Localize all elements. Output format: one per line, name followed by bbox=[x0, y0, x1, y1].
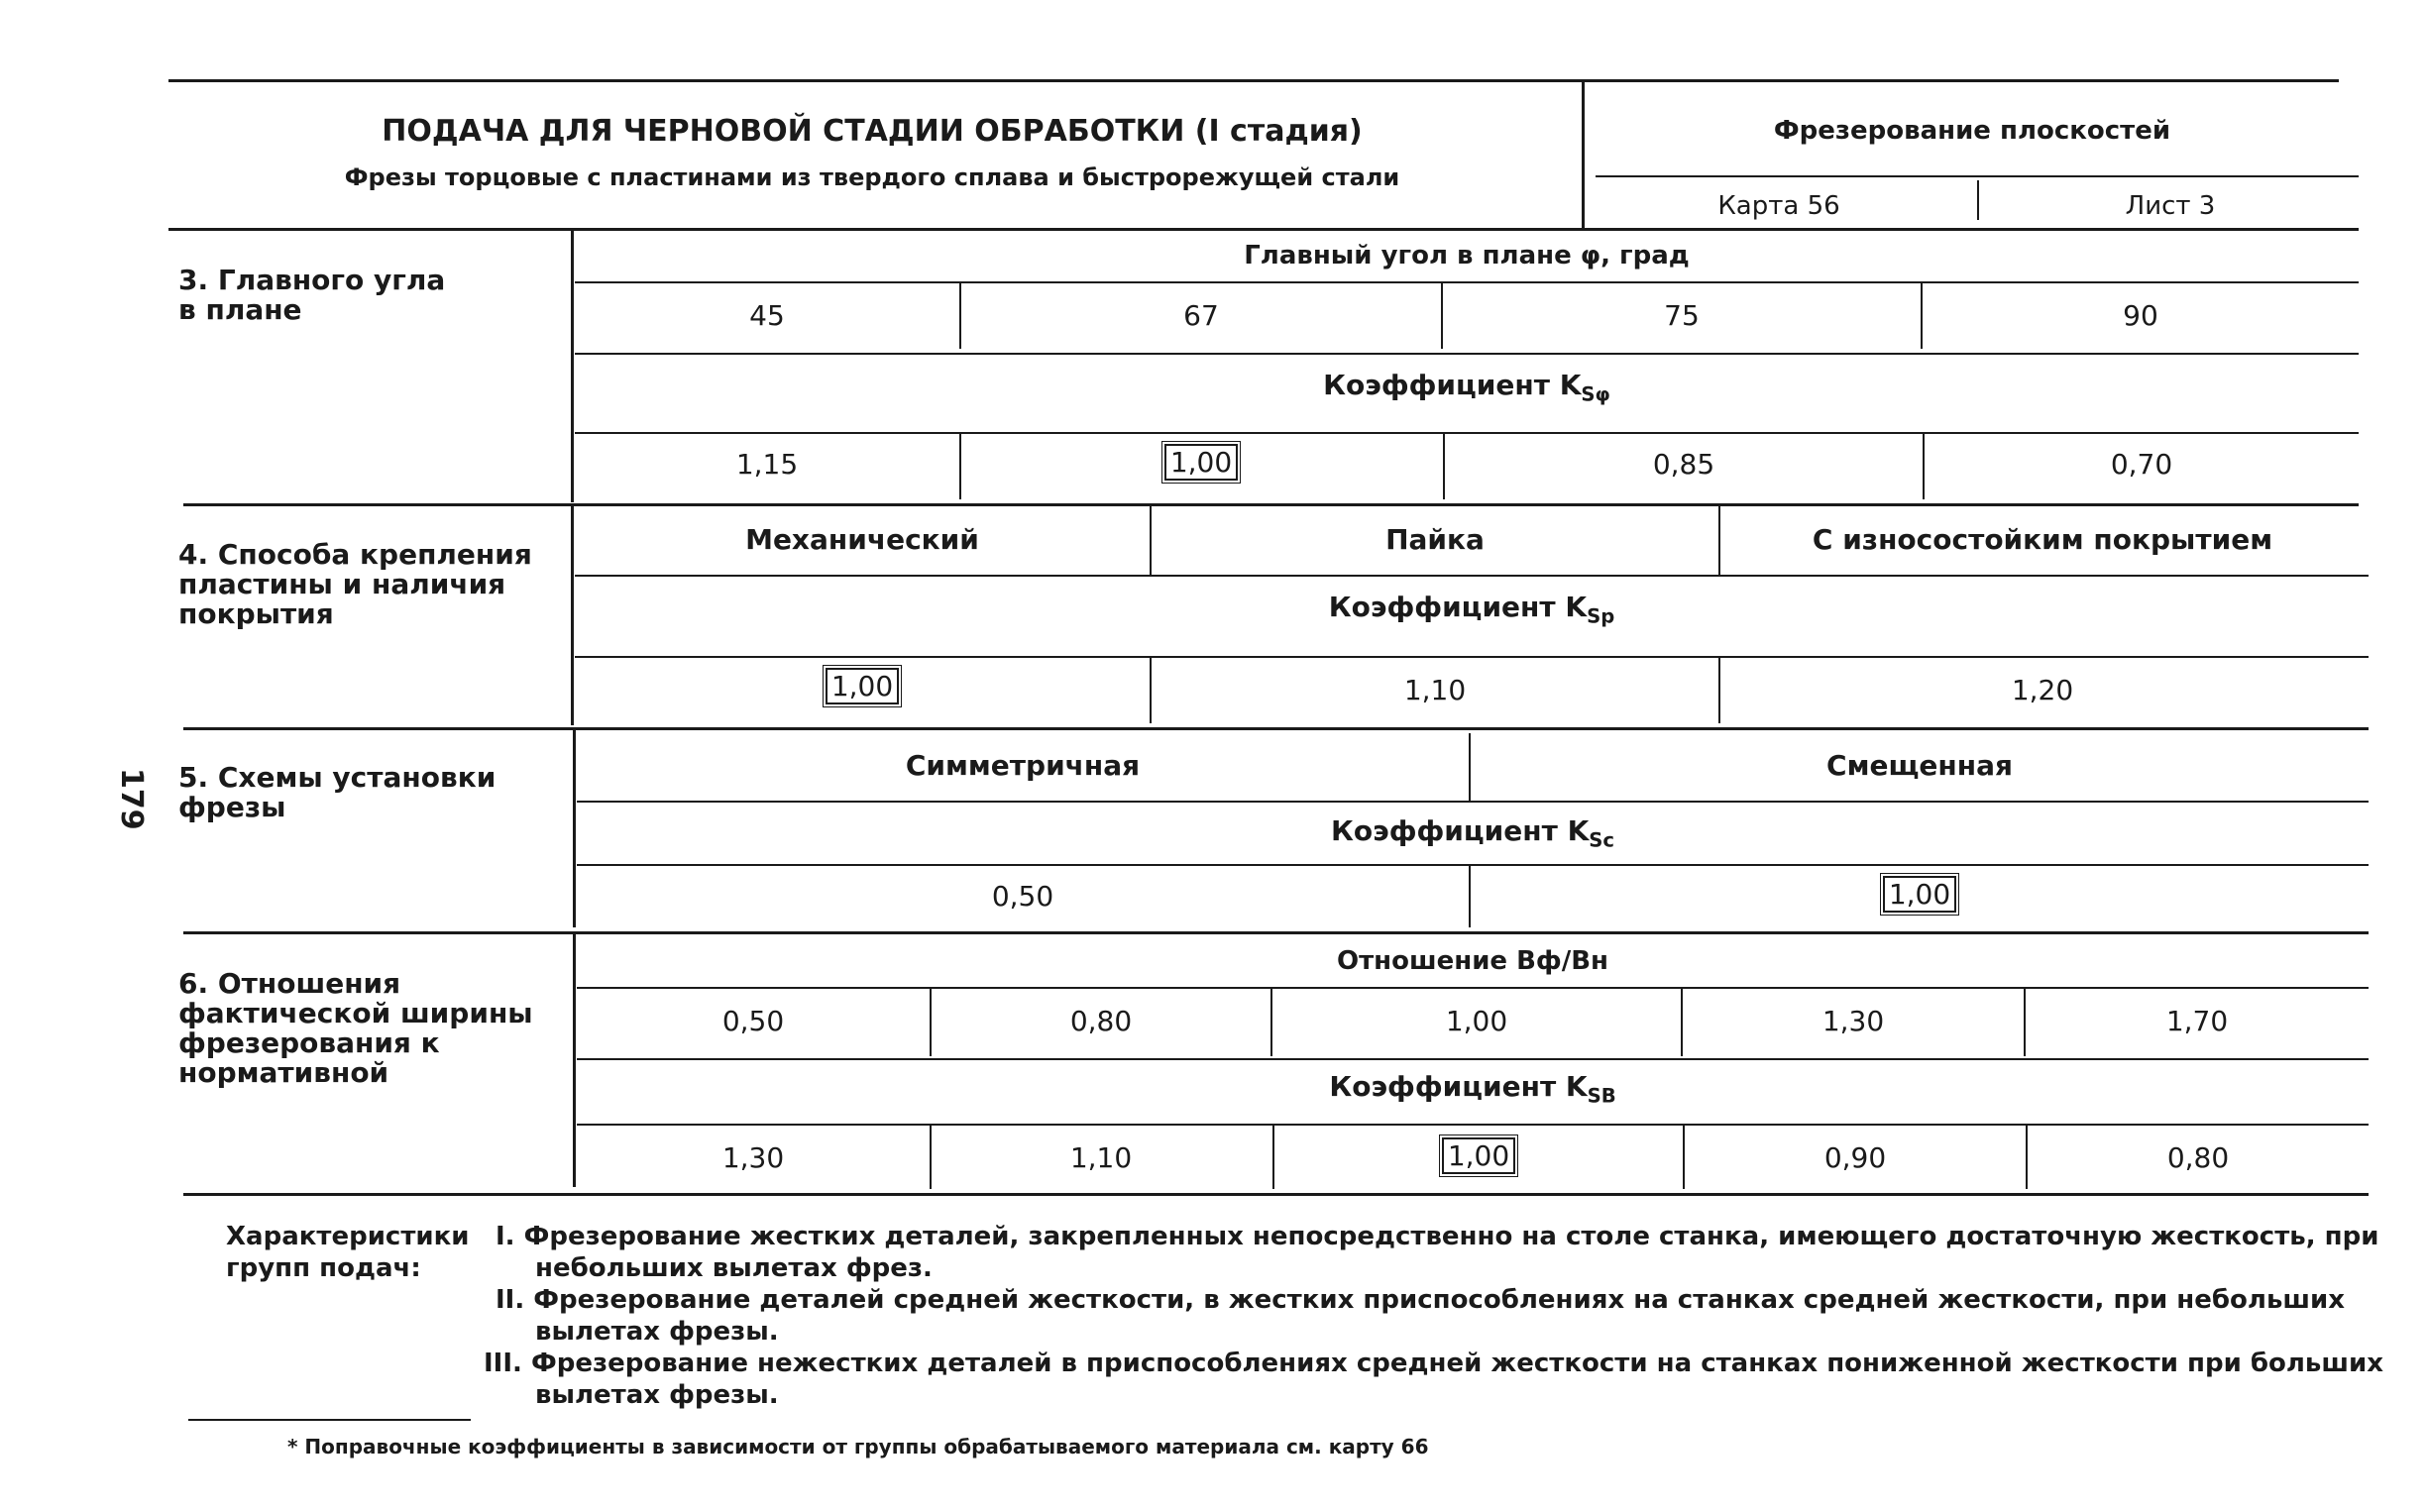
page-subtitle: Фрезы торцовые с пластинами из твердого сплава и быстрорежущей стали bbox=[344, 163, 1400, 191]
section-rule bbox=[183, 727, 2369, 730]
rule bbox=[577, 801, 2369, 803]
header-top-rule bbox=[168, 79, 2339, 82]
rule bbox=[575, 281, 2359, 283]
footnote: * Поправочные коэффициенты в зависимости от группы обрабатываемого материала см. карту 66 bbox=[287, 1435, 1429, 1458]
option-label: Пайка bbox=[1385, 523, 1485, 556]
section6-coef-header: Коэффициент $K_{SB}$ bbox=[1329, 1070, 1616, 1108]
section3-label: 3. Главного угла в плане bbox=[178, 264, 446, 326]
section4-vline bbox=[571, 505, 574, 725]
notes-heading: Характеристики групп подач: bbox=[226, 1222, 470, 1283]
coef-value: 0,70 bbox=[2110, 448, 2173, 481]
rule bbox=[577, 987, 2369, 989]
rule bbox=[575, 575, 2369, 577]
angle-value: 67 bbox=[1183, 299, 1219, 332]
section-rule bbox=[183, 931, 2369, 934]
section4-coef-header: Коэффициент $K_{Sp}$ bbox=[1328, 591, 1615, 628]
section6-param-header: Отношение Bф/Bн bbox=[1336, 946, 1608, 976]
coef-value-selected: 1,00 bbox=[961, 446, 1441, 479]
sheet-number: Лист 3 bbox=[2125, 191, 2216, 221]
section5-vline bbox=[573, 729, 576, 927]
section6-label: 6. Отношения фактической ширины фрезерования к нормативной bbox=[178, 967, 533, 1089]
ratio-value: 1,00 bbox=[1445, 1005, 1508, 1037]
header-mid-rule bbox=[1596, 175, 2359, 177]
coef-value-selected: 1,00 bbox=[1274, 1139, 1683, 1172]
ratio-value: 1,30 bbox=[1821, 1005, 1885, 1037]
coef-value-selected: 1,00 bbox=[1471, 878, 2369, 911]
section6-vline bbox=[573, 933, 576, 1187]
angle-value: 75 bbox=[1664, 299, 1700, 332]
section4-label: 4. Способа крепления пластины и наличия покрытия bbox=[178, 538, 532, 630]
coef-value: 0,80 bbox=[2166, 1141, 2230, 1174]
coef-value: 0,85 bbox=[1652, 448, 1715, 481]
ratio-value: 1,70 bbox=[2165, 1005, 2229, 1037]
coef-value-selected: 1,00 bbox=[575, 670, 1150, 702]
section5-label: 5. Схемы установки фрезы bbox=[178, 761, 496, 823]
note-item: I. Фрезерование жестких деталей, закрепленных непосредственно на столе станка, имеющего достаточную жесткость, при небольших вылетах фрез. bbox=[496, 1222, 2379, 1283]
coef-value: 1,30 bbox=[721, 1141, 785, 1174]
rule bbox=[577, 864, 2369, 866]
coef-value: 1,10 bbox=[1403, 674, 1467, 706]
footnote-rule bbox=[188, 1419, 471, 1421]
section3-vline bbox=[571, 230, 574, 502]
page-number: 179 bbox=[114, 768, 149, 830]
coef-value: 1,15 bbox=[735, 448, 799, 481]
option-label: Симметричная bbox=[905, 749, 1141, 782]
option-label: С износостойким покрытием bbox=[1812, 523, 2273, 556]
operation-title: Фрезерование плоскостей bbox=[1773, 116, 2171, 146]
angle-value: 45 bbox=[749, 299, 785, 332]
header-bottom-rule bbox=[168, 228, 2359, 231]
angle-value: 90 bbox=[2123, 299, 2158, 332]
rule bbox=[577, 1124, 2369, 1126]
rule bbox=[575, 656, 2369, 658]
note-item: III. Фрезерование нежестких деталей в приспособлениях средней жесткости на станках пониженной жесткости при больших вылетах фрезы. bbox=[484, 1349, 2383, 1410]
section5-coef-header: Коэффициент $K_{Sc}$ bbox=[1330, 814, 1615, 852]
section3-coef-header: Коэффициент $K_{S\varphi}$ bbox=[1323, 369, 1610, 406]
card-number: Карта 56 bbox=[1717, 191, 1840, 221]
ratio-value: 0,50 bbox=[721, 1005, 785, 1037]
header-divider bbox=[1582, 81, 1585, 228]
section-rule bbox=[183, 1193, 2369, 1196]
coef-value: 1,20 bbox=[2011, 674, 2074, 706]
ratio-value: 0,80 bbox=[1069, 1005, 1133, 1037]
coef-value: 0,90 bbox=[1823, 1141, 1887, 1174]
rule bbox=[575, 432, 2359, 434]
page-title: ПОДАЧА ДЛЯ ЧЕРНОВОЙ СТАДИИ ОБРАБОТКИ (I стадия) bbox=[382, 114, 1363, 149]
section-rule bbox=[183, 503, 2359, 506]
coef-value: 0,50 bbox=[991, 880, 1054, 913]
rule bbox=[577, 1058, 2369, 1060]
option-label: Смещенная bbox=[1826, 749, 2013, 782]
note-item: II. Фрезерование деталей средней жесткости, в жестких приспособлениях на станках средней жесткости, при небольших вылетах фрезы. bbox=[496, 1285, 2345, 1347]
option-label: Механический bbox=[745, 523, 979, 556]
section3-param-header: Главный угол в плане φ, град bbox=[1244, 241, 1690, 270]
rule bbox=[575, 353, 2359, 355]
card-sheet-divider bbox=[1977, 180, 1979, 220]
coef-value: 1,10 bbox=[1069, 1141, 1133, 1174]
